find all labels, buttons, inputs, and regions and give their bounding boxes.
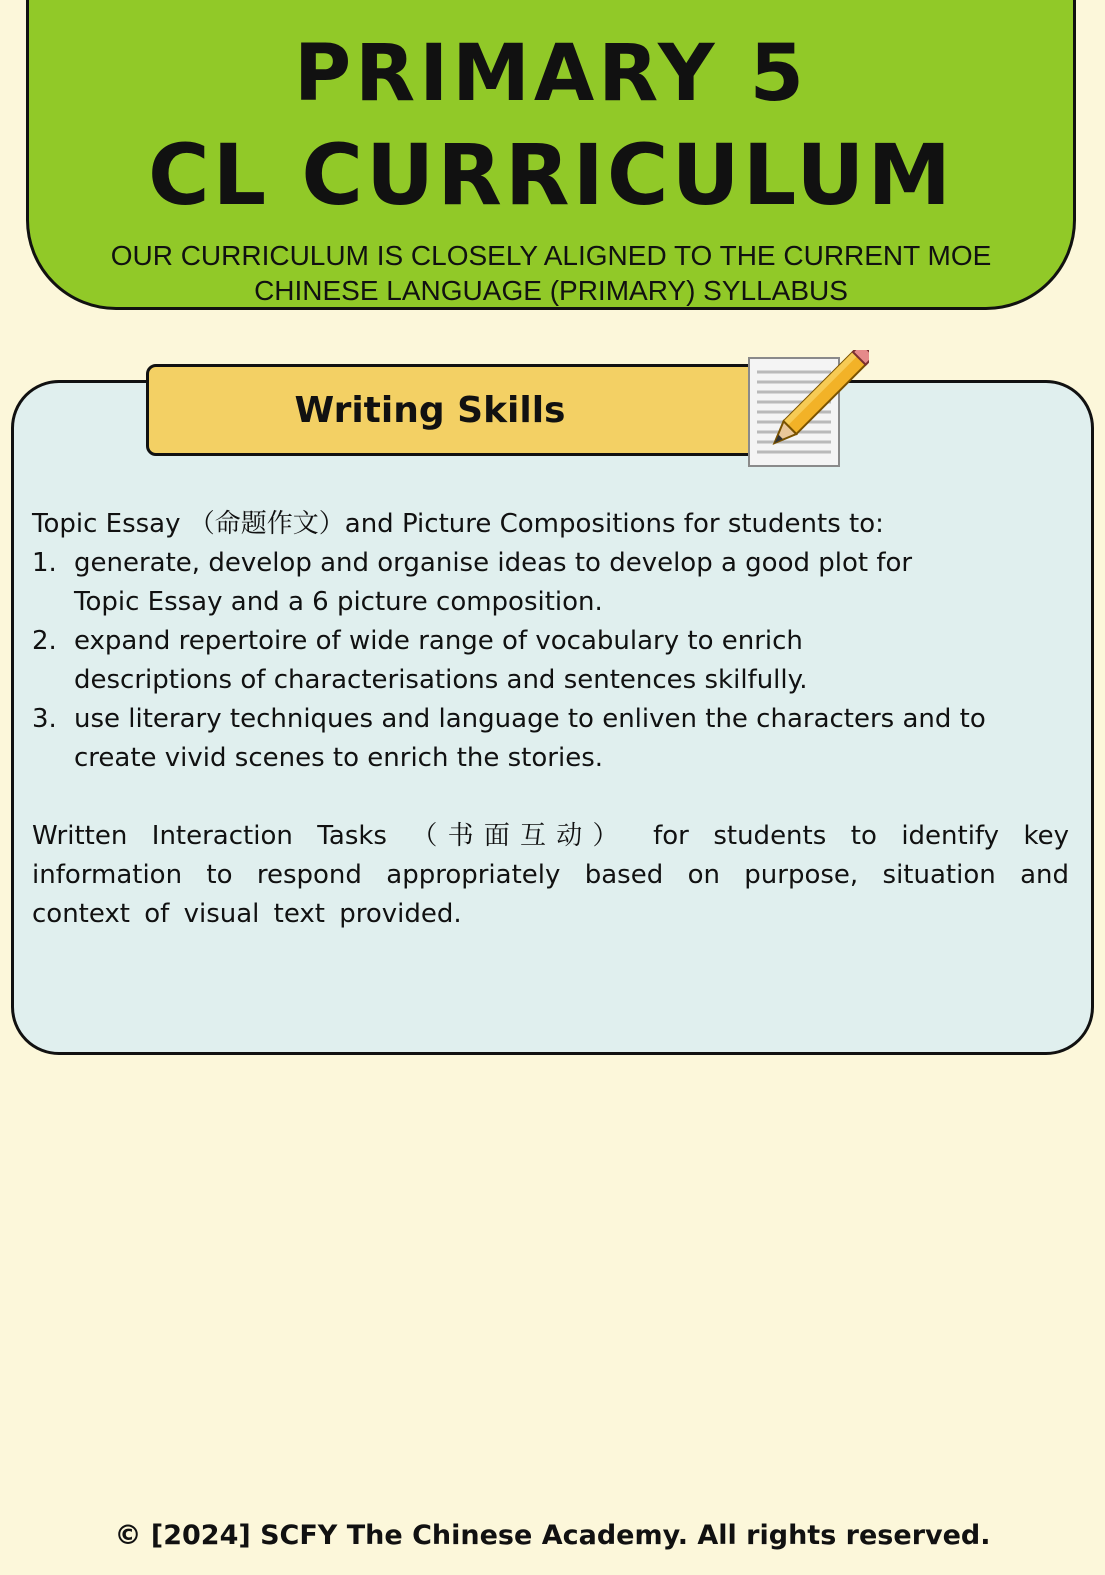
written-interaction-text: Written Interaction Tasks （书面互动） for students to identify key information to respond appropriately based on purpose, situation and context of visual text provided. bbox=[32, 821, 1069, 929]
list-item bbox=[32, 544, 1069, 622]
list-item bbox=[32, 700, 1069, 778]
section-tab-label: Writing Skills bbox=[294, 389, 566, 431]
section-content bbox=[32, 505, 1069, 934]
list-item-number: 3. bbox=[32, 704, 57, 734]
list-item-text: use literary techniques and language to enliven the characters and to create vivid scenes to enrich the stories. bbox=[74, 704, 986, 773]
page-subtitle: OUR CURRICULUM IS CLOSELY ALIGNED TO THE CURRENT MOE CHINESE LANGUAGE (PRIMARY) SYLLABUS bbox=[110, 240, 992, 306]
list-item-number: 1. bbox=[32, 548, 57, 578]
list-item bbox=[32, 622, 1069, 700]
list-item-text: generate, develop and organise ideas to develop a good plot for Topic Essay and a 6 picture composition. bbox=[74, 548, 913, 617]
header-banner bbox=[26, 0, 1076, 310]
list-item-text: expand repertoire of wide range of vocabulary to enrich descriptions of characterisations and sentences skilfully. bbox=[74, 626, 808, 695]
section-tab bbox=[146, 364, 764, 456]
skills-list bbox=[32, 544, 1069, 778]
notepad-pencil-icon bbox=[744, 350, 869, 470]
page-title-line1: PRIMARY 5 bbox=[294, 29, 808, 119]
copyright-footer: © [2024] SCFY The Chinese Academy. All rights reserved. bbox=[114, 1520, 991, 1551]
list-item-number: 2. bbox=[32, 626, 57, 656]
intro-text: Topic Essay （命题作文）and Picture Compositions for students to: bbox=[32, 509, 884, 539]
page-title-line2: CL CURRICULUM bbox=[147, 126, 955, 224]
